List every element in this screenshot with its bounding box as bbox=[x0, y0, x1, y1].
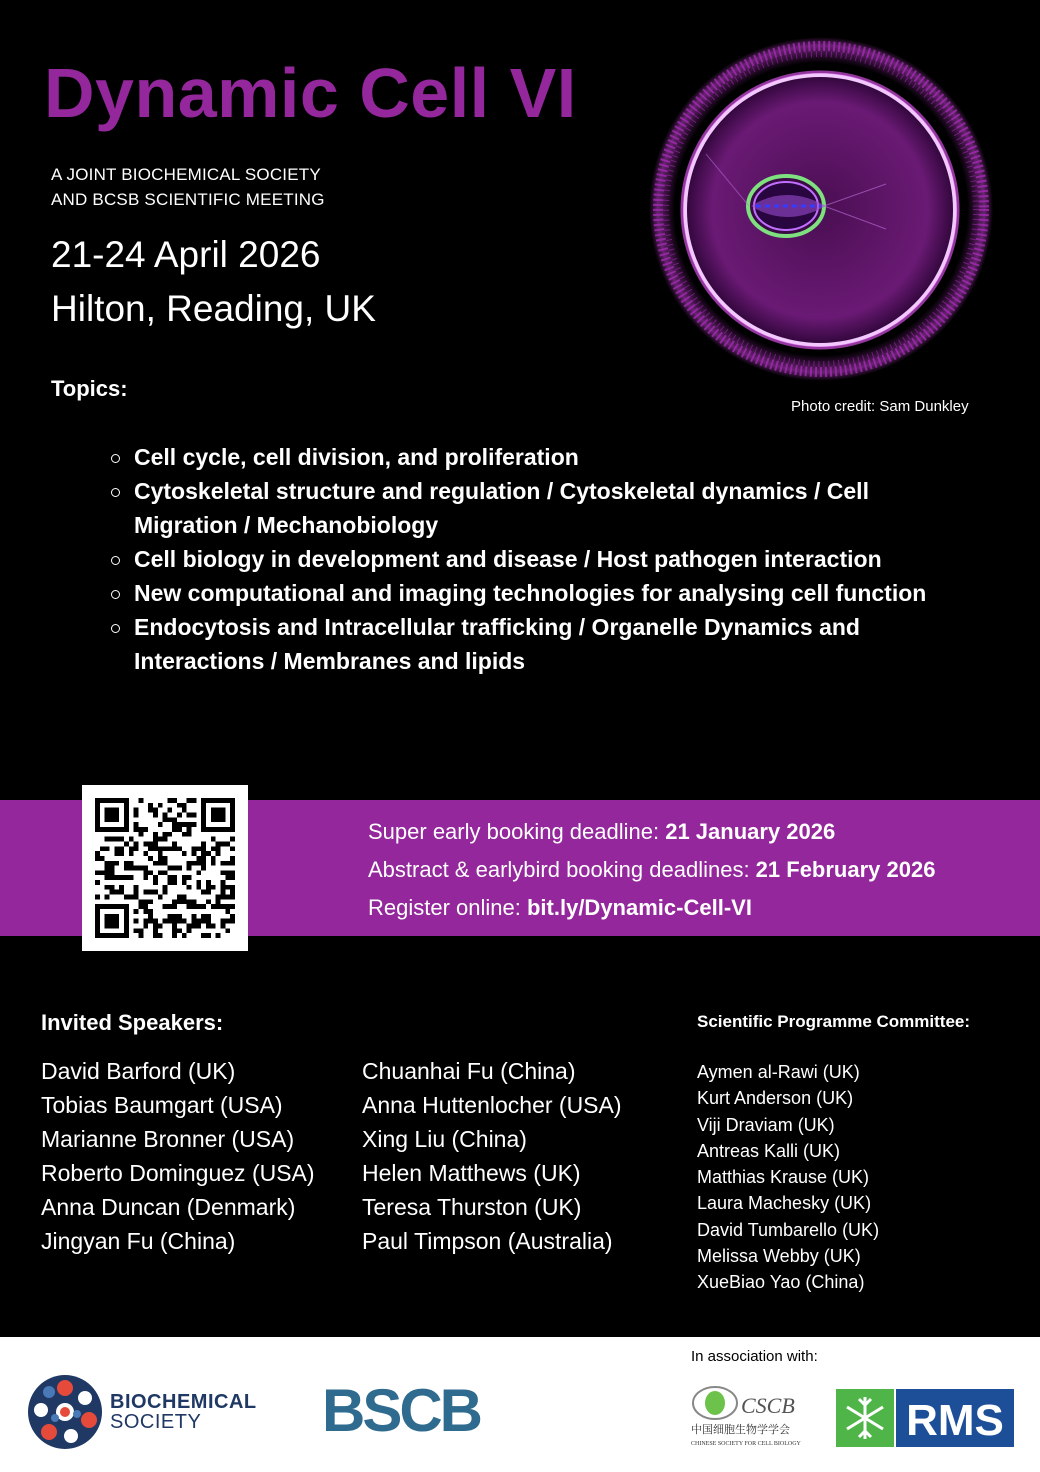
speaker-item: Helen Matthews (UK) bbox=[362, 1160, 581, 1186]
speakers-column-2 bbox=[362, 1054, 622, 1258]
speaker-item: Paul Timpson (Australia) bbox=[362, 1228, 613, 1254]
speaker-item: Anna Duncan (Denmark) bbox=[41, 1194, 296, 1220]
speaker-item: David Barford (UK) bbox=[41, 1058, 236, 1084]
speaker-item: Chuanhai Fu (China) bbox=[362, 1058, 576, 1084]
event-date-venue bbox=[51, 228, 376, 336]
super-early-date: 21 January 2026 bbox=[665, 819, 836, 844]
topics-list bbox=[108, 440, 928, 678]
bscb-logo-text: BSCB bbox=[322, 1379, 481, 1439]
event-title: Dynamic Cell VI bbox=[44, 54, 577, 132]
committee-member: Kurt Anderson (UK) bbox=[697, 1088, 854, 1109]
rms-logo-text: RMS bbox=[906, 1396, 1004, 1445]
bscb-logo-icon bbox=[322, 1379, 508, 1439]
speaker-item: Anna Huttenlocher (USA) bbox=[362, 1092, 622, 1118]
speaker-item: Jingyan Fu (China) bbox=[41, 1228, 236, 1254]
circle-bullet-icon bbox=[111, 488, 120, 497]
speaker-item: Roberto Dominguez (USA) bbox=[41, 1160, 315, 1186]
circle-bullet-icon bbox=[111, 454, 120, 463]
committee-member: Matthias Krause (UK) bbox=[697, 1167, 870, 1188]
event-subtitle bbox=[51, 162, 325, 212]
cscb-english-name: CHINESE SOCIETY FOR CELL BIOLOGY bbox=[691, 1441, 801, 1447]
rms-logo-icon bbox=[836, 1389, 1014, 1447]
committee-member: Antreas Kalli (UK) bbox=[697, 1140, 841, 1161]
cell-micrograph-image bbox=[646, 34, 996, 384]
association-label: In association with: bbox=[691, 1348, 818, 1365]
topic-text: Cell biology in development and disease / Host pathogen interaction bbox=[134, 546, 882, 572]
society-text: SOCIETY bbox=[110, 1411, 202, 1433]
booking-deadlines bbox=[368, 813, 935, 927]
register-link[interactable]: bit.ly/Dynamic-Cell-VI bbox=[526, 895, 752, 920]
committee-member: XueBiao Yao (China) bbox=[697, 1272, 865, 1293]
speaker-item: Marianne Bronner (USA) bbox=[41, 1126, 295, 1152]
subtitle-line-1: A JOINT BIOCHEMICAL SOCIETY bbox=[51, 165, 321, 184]
register-label: Register online: bbox=[368, 895, 527, 920]
circle-bullet-icon bbox=[111, 590, 120, 599]
topic-text: New computational and imaging technologies for analysing cell function bbox=[134, 580, 927, 606]
topic-text: Endocytosis and Intracellular trafficking / Organelle Dynamics and Interactions / Membranes and lipids bbox=[134, 614, 860, 674]
cscb-logo-icon bbox=[691, 1381, 815, 1451]
topic-item bbox=[108, 610, 928, 678]
speakers-column-1 bbox=[41, 1054, 315, 1258]
sponsor-footer bbox=[0, 1337, 1040, 1472]
topic-item bbox=[108, 576, 928, 610]
speaker-item: Tobias Baumgart (USA) bbox=[41, 1092, 283, 1118]
topic-text: Cell cycle, cell division, and proliferation bbox=[134, 444, 579, 470]
committee-list bbox=[697, 1059, 879, 1296]
speaker-item: Xing Liu (China) bbox=[362, 1126, 527, 1152]
committee-member: Melissa Webby (UK) bbox=[697, 1246, 861, 1267]
circle-bullet-icon bbox=[111, 556, 120, 565]
topic-text: Cytoskeletal structure and regulation / Cytoskeletal dynamics / Cell Migration / Mechanobiology bbox=[134, 478, 869, 538]
committee-member: Viji Draviam (UK) bbox=[697, 1114, 835, 1135]
speaker-item: Teresa Thurston (UK) bbox=[362, 1194, 582, 1220]
cscb-chinese-name: 中国细胞生物学学会 bbox=[691, 1423, 790, 1436]
subtitle-line-2: AND BCSB SCIENTIFIC MEETING bbox=[51, 190, 325, 209]
event-date: 21-24 April 2026 bbox=[51, 234, 321, 275]
register-online bbox=[368, 889, 935, 927]
committee-heading: Scientific Programme Committee: bbox=[697, 1012, 971, 1031]
cscb-logo-text: CSCB bbox=[741, 1393, 795, 1418]
topic-item bbox=[108, 440, 928, 474]
super-early-label: Super early booking deadline: bbox=[368, 819, 666, 844]
qr-code[interactable] bbox=[82, 785, 248, 951]
committee-member: Laura Machesky (UK) bbox=[697, 1193, 872, 1214]
committee-member: Aymen al-Rawi (UK) bbox=[697, 1062, 860, 1082]
abstract-date: 21 February 2026 bbox=[755, 857, 936, 882]
committee-member: David Tumbarello (UK) bbox=[697, 1219, 880, 1240]
topics-heading: Topics: bbox=[51, 376, 128, 401]
biochemical-text: BIOCHEMICAL bbox=[110, 1391, 257, 1413]
qr-code-icon bbox=[95, 798, 235, 938]
photo-credit: Photo credit: Sam Dunkley bbox=[791, 398, 969, 415]
topic-item bbox=[108, 474, 928, 542]
abstract-label: Abstract & earlybird booking deadlines: bbox=[368, 857, 756, 882]
biochemical-society-logo-text bbox=[110, 1392, 257, 1432]
event-venue: Hilton, Reading, UK bbox=[51, 288, 376, 329]
biochemical-society-logo-icon bbox=[27, 1374, 103, 1450]
abstract-deadline bbox=[368, 851, 935, 889]
topic-item bbox=[108, 542, 928, 576]
super-early-deadline bbox=[368, 813, 935, 851]
speakers-heading: Invited Speakers: bbox=[41, 1010, 224, 1035]
circle-bullet-icon bbox=[111, 624, 120, 633]
